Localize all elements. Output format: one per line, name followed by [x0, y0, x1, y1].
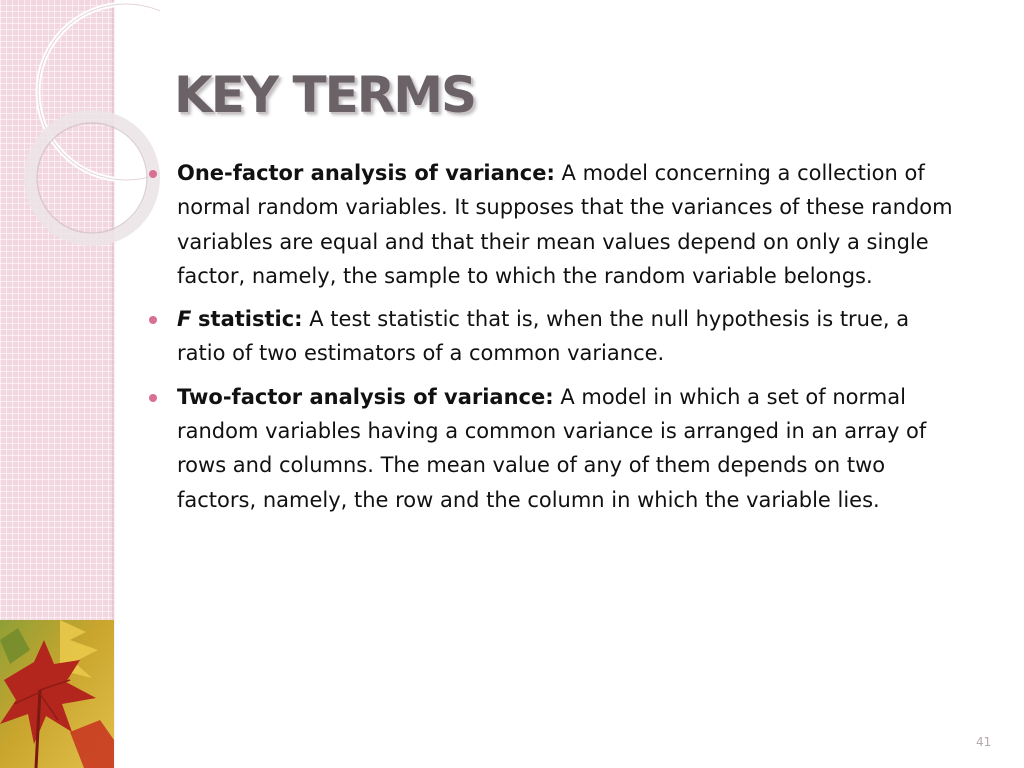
bullet-icon — [149, 394, 157, 402]
term-definition: A model in which a set of normal random variables having a common variance is arranged in an array of rows and columns. The mean value of any of them depends on two factors, namely, the row and the column in which the variable lies. — [177, 384, 927, 512]
term-definition: A test statistic that is, when the null hypothesis is true, a ratio of two estimators of a common variance. — [177, 307, 910, 366]
bullet-icon — [149, 316, 157, 324]
list-item — [146, 156, 956, 293]
term-name-italic-part: F — [177, 307, 192, 332]
bullet-icon — [149, 170, 157, 178]
slide-title: KEY TERMS — [174, 66, 476, 124]
term-name: Two-factor analysis of variance: — [177, 384, 554, 409]
list-item — [146, 302, 956, 371]
page-number: 41 — [976, 735, 992, 749]
maple-leaf-photo-icon — [0, 620, 114, 768]
term-definition: A model concerning a collection of normal random variables. It supposes that the variances of these random variables are equal and that their mean values depend on only a single factor, namely, the sample to which the random variable belongs. — [177, 161, 953, 288]
term-name: One-factor analysis of variance: — [177, 161, 555, 185]
key-terms-list — [146, 156, 956, 526]
list-item — [146, 380, 956, 517]
term-name: statistic: — [198, 307, 303, 332]
